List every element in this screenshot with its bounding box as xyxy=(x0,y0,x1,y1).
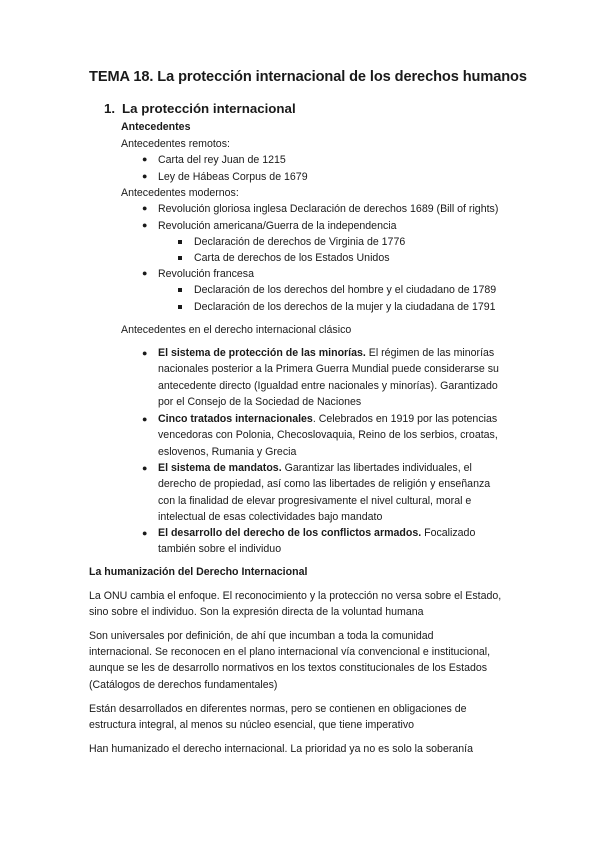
remotos-item: Carta del rey Juan de 1215 xyxy=(158,154,286,166)
paragraph-line: estructura integral, al menos su núcleo esencial, que tiene imperativo xyxy=(89,719,415,732)
clasico-item xyxy=(158,525,475,558)
remotos-label: Antecedentes remotos: xyxy=(121,138,230,150)
clasico-item-text: Garantizar las libertades individuales, el xyxy=(281,462,472,474)
clasico-item-text: con la finalidad de elevar progresivamente el nivel cultural, moral e xyxy=(158,494,472,507)
clasico-item-text: El régimen de las minorías xyxy=(365,347,495,359)
bullet-icon: ● xyxy=(142,154,148,164)
section-heading xyxy=(104,101,296,116)
bullet-icon: ● xyxy=(142,463,148,473)
clasico-item-text: vencedoras con Polonia, Checoslovaquia, Reino de los serbios, croatas, xyxy=(158,429,498,442)
clasico-item xyxy=(158,411,498,460)
bullet-icon: ● xyxy=(142,268,148,278)
modernos-subitem: Declaración de los derechos de la mujer y la ciudadana de 1791 xyxy=(194,301,496,313)
bullet-icon: ● xyxy=(142,414,148,424)
square-bullet-icon xyxy=(178,256,182,260)
modernos-item: Revolución gloriosa inglesa Declaración de derechos 1689 (Bill of rights) xyxy=(158,203,499,215)
bullet-icon: ● xyxy=(142,171,148,181)
paragraph-line: (Catálogos de derechos fundamentales) xyxy=(89,678,278,691)
antecedentes-heading: Antecedentes xyxy=(121,121,191,133)
clasico-item-title: El sistema de protección de las minorías. xyxy=(158,347,366,359)
paragraph-line: internacional. Se reconocen en el plano internacional vía convencional e institucional, xyxy=(89,646,491,659)
modernos-item: Revolución francesa xyxy=(158,268,254,280)
remotos-item: Ley de Hábeas Corpus de 1679 xyxy=(158,171,308,183)
paragraph xyxy=(89,701,519,733)
paragraph-line: sino sobre el individuo. Son la expresión directa de la voluntad humana xyxy=(89,606,424,619)
clasico-item-text: intelectual de esas colectividades bajo mandato xyxy=(158,511,383,524)
paragraph xyxy=(89,628,519,693)
clasico-item xyxy=(158,460,490,526)
modernos-label: Antecedentes modernos: xyxy=(121,187,239,199)
clasico-item-text: . Celebrados en 1919 por las potencias xyxy=(312,413,498,425)
clasico-item-text: antecedente directo (Igualdad entre nacionales y minorías). Garantizado xyxy=(158,379,498,392)
clasico-item-text: Focalizado xyxy=(421,527,476,539)
clasico-label: Antecedentes en el derecho internacional clásico xyxy=(121,324,352,336)
bullet-icon: ● xyxy=(142,348,148,358)
paragraph-line: Han humanizado el derecho internacional. La prioridad ya no es solo la soberanía xyxy=(89,743,473,755)
paragraph xyxy=(89,588,519,620)
square-bullet-icon xyxy=(178,288,182,292)
clasico-item-text: eslovenos, Rumania y Grecia xyxy=(158,445,297,458)
modernos-subitem: Declaración de los derechos del hombre y el ciudadano de 1789 xyxy=(194,284,497,296)
clasico-item-title: El desarrollo del derecho de los conflictos armados. xyxy=(158,527,422,539)
clasico-item-title: El sistema de mandatos. xyxy=(158,462,282,474)
clasico-item xyxy=(158,345,499,411)
square-bullet-icon xyxy=(178,240,182,244)
paragraph-line: Son universales por definición, de ahí que incumban a toda la comunidad xyxy=(89,630,434,642)
paragraph-line: Están desarrollados en diferentes normas, pero se contienen en obligaciones de xyxy=(89,703,467,715)
clasico-item-text: derecho de propiedad, así como las libertades de religión y enseñanza xyxy=(158,478,491,491)
paragraph xyxy=(89,741,519,757)
modernos-subitem: Carta de derechos de los Estados Unidos xyxy=(194,252,390,264)
humanizacion-heading: La humanización del Derecho Internacional xyxy=(89,566,308,578)
clasico-item-text: por el Consejo de la Sociedad de Naciones xyxy=(158,396,362,409)
section-number: 1. xyxy=(104,101,116,116)
paragraph-line: La ONU cambia el enfoque. El reconocimiento y la protección no versa sobre el Estado, xyxy=(89,590,502,602)
document-title: TEMA 18. La protección internacional de los derechos humanos xyxy=(89,69,527,85)
modernos-item: Revolución americana/Guerra de la independencia xyxy=(158,220,397,232)
bullet-icon: ● xyxy=(142,203,148,213)
section-title: La protección internacional xyxy=(122,101,296,116)
clasico-item-text: nacionales posterior a la Primera Guerra Mundial puede considerarse su xyxy=(158,363,499,376)
bullet-icon: ● xyxy=(142,528,148,538)
clasico-item-title: Cinco tratados internacionales xyxy=(158,413,313,425)
paragraph-line: aunque se les de desarrollo normativos en los textos constitucionales de los Estados xyxy=(89,662,488,675)
modernos-subitem: Declaración de derechos de Virginia de 1776 xyxy=(194,236,406,248)
clasico-item-text: también sobre el individuo xyxy=(158,543,282,556)
square-bullet-icon xyxy=(178,305,182,309)
bullet-icon: ● xyxy=(142,220,148,230)
